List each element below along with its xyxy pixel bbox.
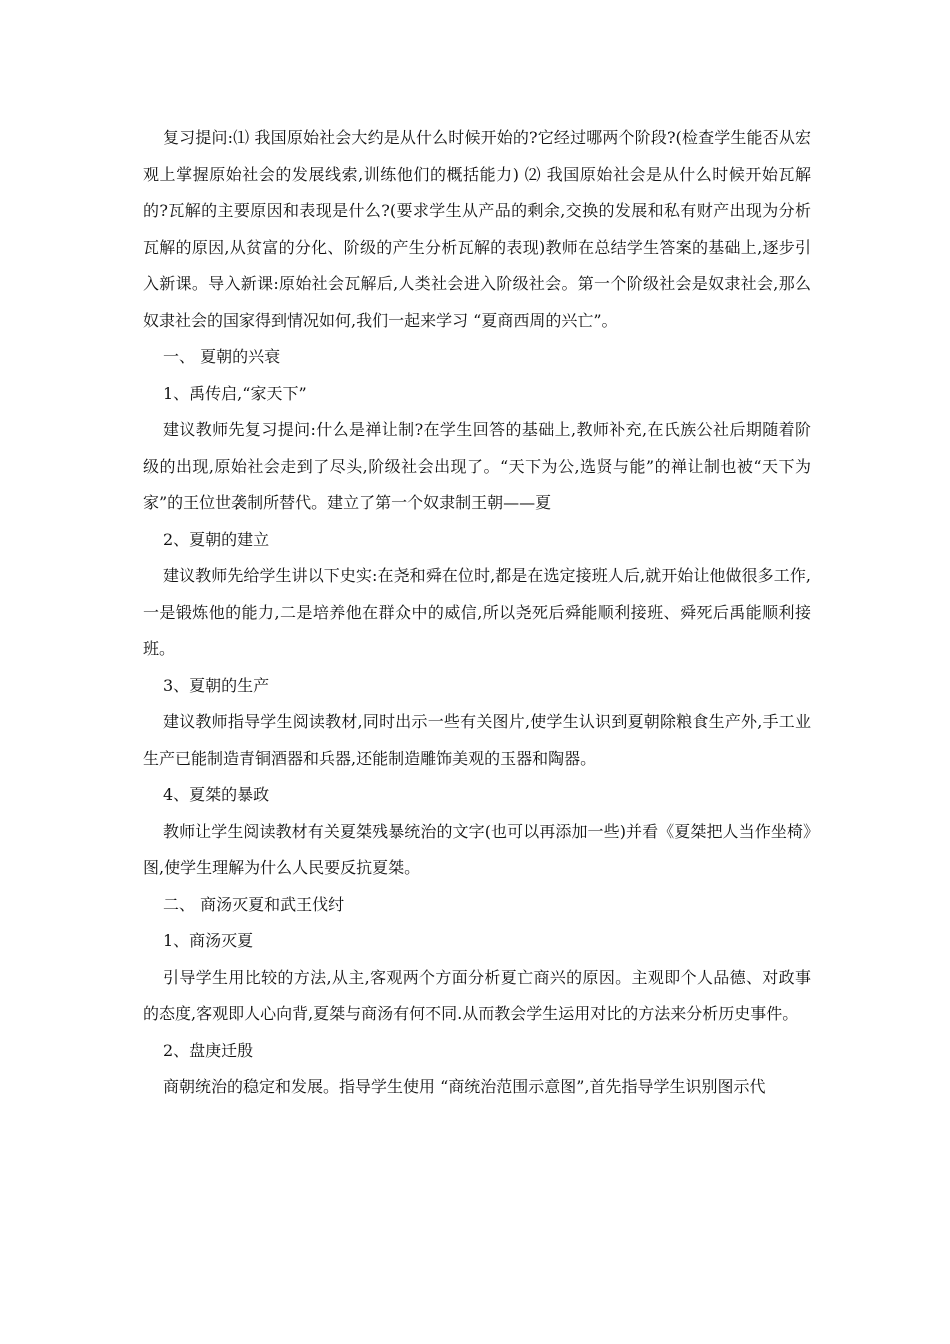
paragraph-xia-production: 建议教师指导学生阅读教材,同时出示一些有关图片,使学生认识到夏朝除粮食生产外,手工业生产已能制造青铜酒器和兵器,还能制造雕饰美观的玉器和陶器。 <box>143 712 811 768</box>
paragraph-jie-tyranny: 教师让学生阅读教材有关夏桀残暴统治的文字(也可以再添加一些)并看《夏桀把人当作坐椅》图,使学生理解为什么人民要反抗夏桀。 <box>143 821 811 877</box>
document-body <box>143 120 811 1106</box>
paragraph-review-questions: 复习提问:⑴ 我国原始社会大约是从什么时候开始的?它经过哪两个阶段?(检查学生能否从宏观上掌握原始社会的发展线索,训练他们的概括能力) ⑵ 我国原始社会是从什么时候开始瓦解的?瓦解的主要原因和表现是什么?(要求学生从产品的剩余,交换的发展和私有财产出现为分析瓦解的原因,从贫富的分化、阶级的产生分析瓦解的表现)教师在总结学生答案的基础上,逐步引入新课。导入新课:原始社会瓦解后,人类社会进入阶级社会。第一个阶级社会是奴隶社会,那么奴隶社会的国家得到情况如何,我们一起来学习 “夏商西周的兴亡”。 <box>143 128 811 330</box>
paragraph-shang-stability: 商朝统治的稳定和发展。指导学生使用 “商统治范围示意图”,首先指导学生识别图示代 <box>163 1077 766 1096</box>
subheading-pangeng-moves: 2、盘庚迁殷 <box>163 1040 254 1060</box>
paragraph-yao-shun: 建议教师先给学生讲以下史实:在尧和舜在位时,都是在选定接班人后,就开始让他做很多工作,一是锻炼他的能力,二是培养他在群众中的威信,所以尧死后舜能顺利接班、舜死后禹能顺利接班。 <box>143 566 811 658</box>
subheading-yu-passes-to-qi: 1、禹传启,“家天下” <box>163 383 307 403</box>
subheading-xia-founding: 2、夏朝的建立 <box>163 529 270 549</box>
paragraph-abdication-system: 建议教师先复习提问:什么是禅让制?在学生回答的基础上,教师补充,在氏族公社后期随着阶级的出现,原始社会走到了尽头,阶级社会出现了。“天下为公,选贤与能”的禅让制也被“天下为家”的王位世袭制所替代。建立了第一个奴隶制王朝——夏 <box>143 420 811 512</box>
paragraph-comparison-method: 引导学生用比较的方法,从主,客观两个方面分析夏亡商兴的原因。主观即个人品德、对政事的态度,客观即人心向背,夏桀与商汤有何不同.从而教会学生运用对比的方法来分析历史事件。 <box>143 967 811 1023</box>
section-heading-xia-rise-fall: 一、 夏朝的兴衰 <box>163 347 281 366</box>
section-heading-shang-zhou: 二、 商汤灭夏和武王伐纣 <box>163 894 345 914</box>
subheading-xia-production: 3、夏朝的生产 <box>163 675 270 695</box>
subheading-tang-destroys-xia: 1、商汤灭夏 <box>163 931 254 950</box>
subheading-jie-tyranny: 4、夏桀的暴政 <box>163 785 270 804</box>
